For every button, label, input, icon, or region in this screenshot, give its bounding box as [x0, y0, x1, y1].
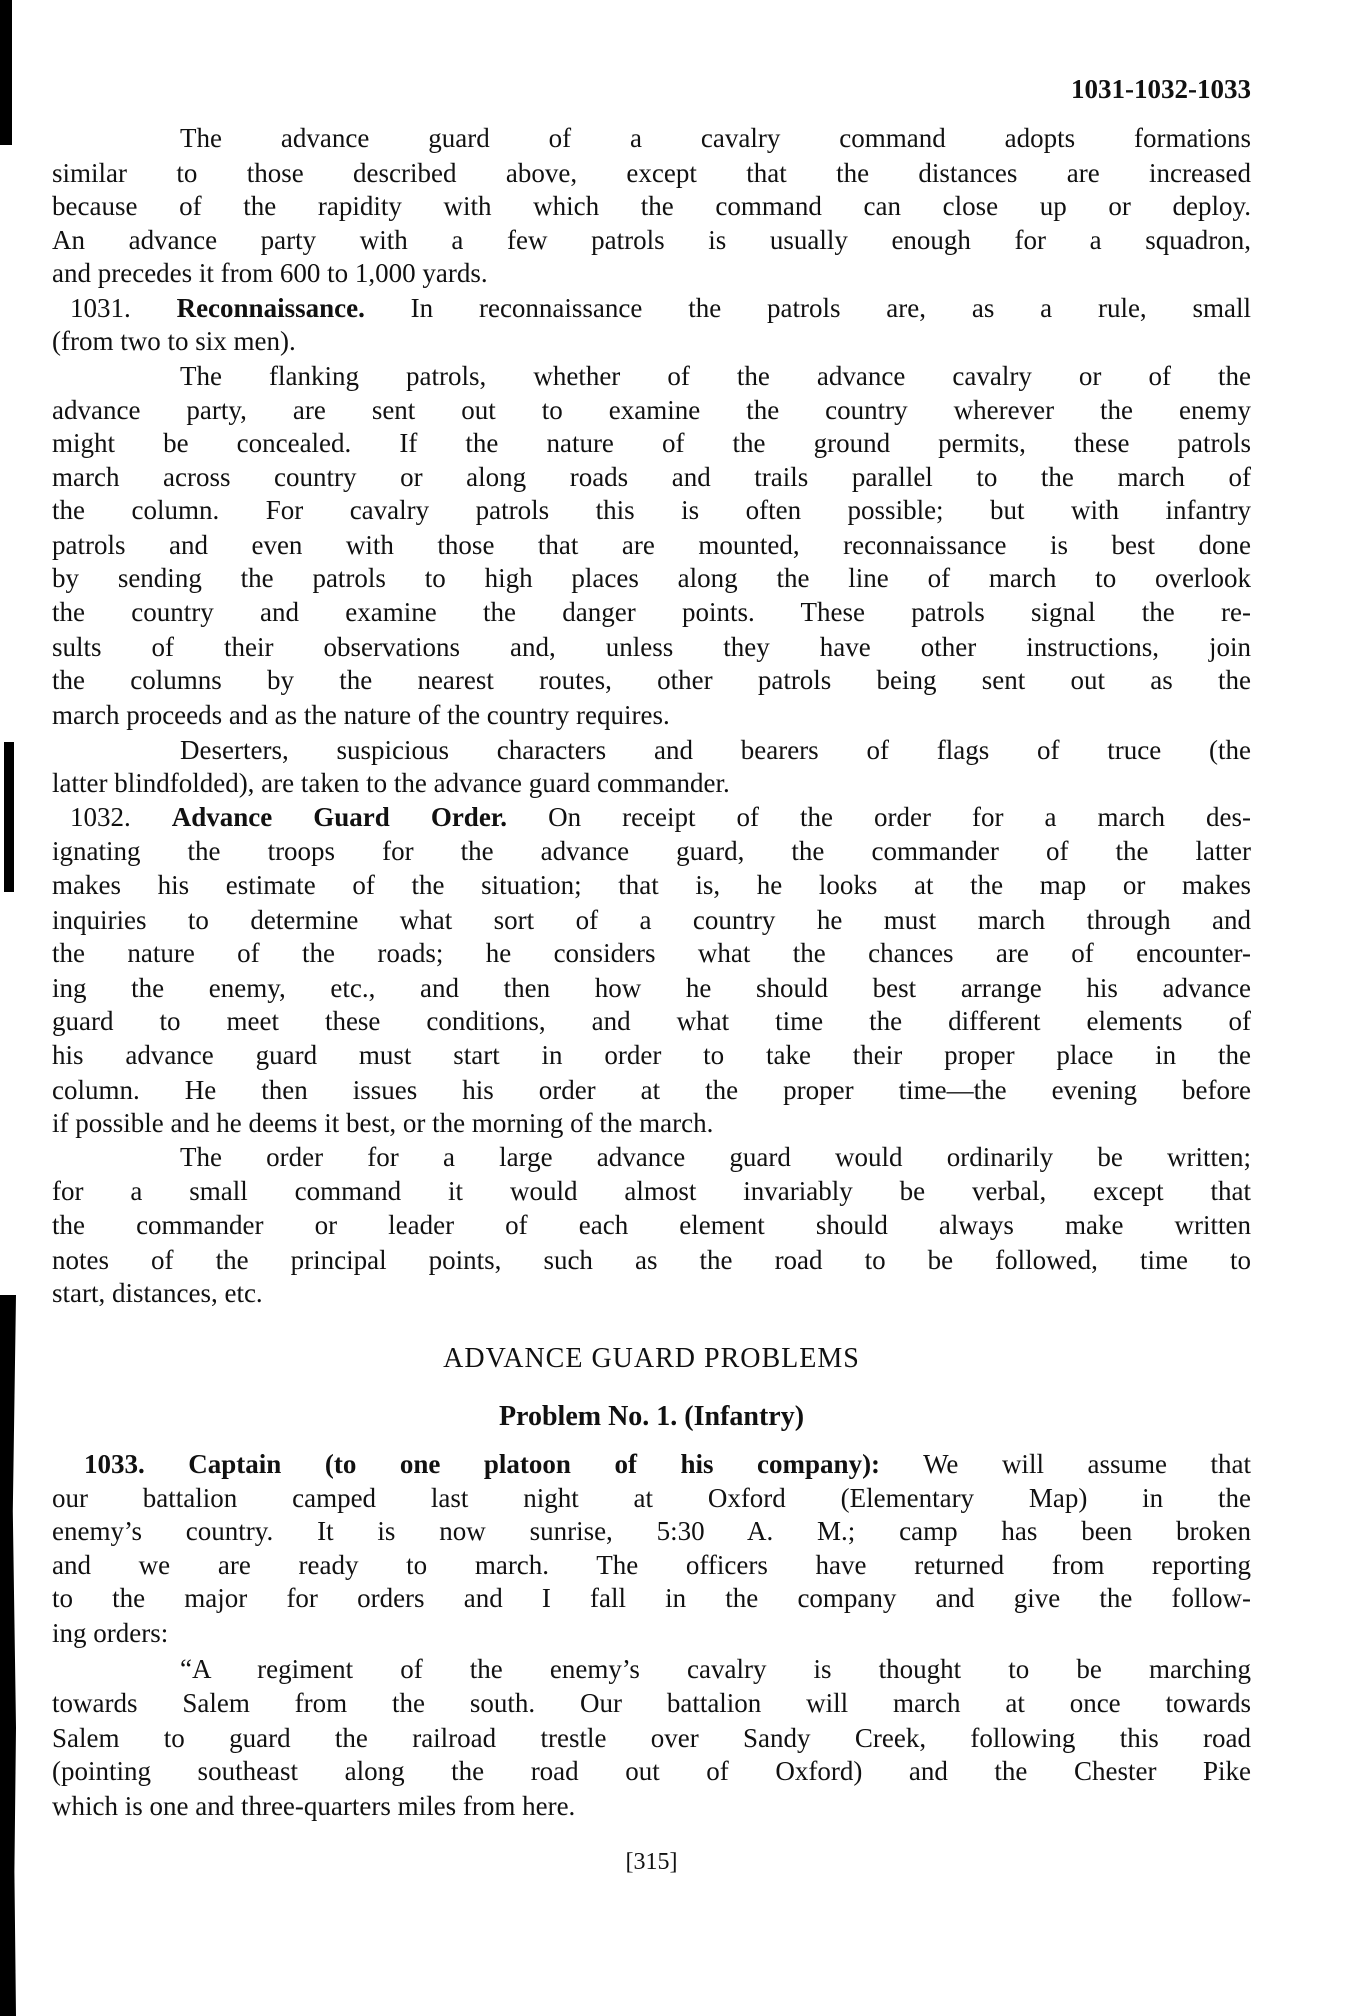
text-segment: An advance party with a few patrols is usually enough for a squadron,: [52, 225, 1251, 255]
text-line: [52, 1686, 1251, 1720]
scan-edge-bottom-left: [0, 1295, 16, 2016]
text-segment: if possible and he deems it best, or the morning of the march.: [52, 1108, 714, 1138]
text-line: [52, 1721, 1251, 1755]
text-segment: “A regiment of the enemy’s cavalry is thought to be marching: [180, 1654, 1251, 1684]
text-segment: the column. For cavalry patrols this is often possible; but with infantry: [52, 495, 1251, 525]
text-segment: the country and examine the danger points. These patrols signal the re-: [52, 597, 1251, 627]
text-segment: column. He then issues his order at the proper time—the evening before: [52, 1075, 1251, 1105]
text-segment: notes of the principal points, such as the road to be followed, time to: [52, 1245, 1251, 1275]
text-line: [52, 1073, 1251, 1107]
text-line: [52, 766, 1251, 800]
text-segment: advance party, are sent out to examine the country wherever the enemy: [52, 395, 1251, 425]
text-line: [52, 324, 1251, 358]
text-segment: towards Salem from the south. Our battalion will march at once towards: [52, 1688, 1251, 1718]
text-line: [52, 189, 1251, 223]
text-segment: because of the rapidity with which the command can close up or deploy.: [52, 191, 1251, 221]
text-segment: sults of their observations and, unless they have other instructions, join: [52, 632, 1251, 662]
text-segment: (from two to six men).: [52, 326, 296, 356]
text-line: [52, 1616, 1251, 1650]
text-line: [52, 1174, 1251, 1208]
text-segment: ing the enemy, etc., and then how he should best arrange his advance: [52, 973, 1251, 1003]
text-line: [52, 595, 1251, 629]
bold-text: 1033. Captain (to one platoon of his company):: [84, 1449, 881, 1479]
section-title: ADVANCE GUARD PROBLEMS: [443, 1343, 860, 1374]
text-segment: might be concealed. If the nature of the ground permits, these patrols: [52, 428, 1251, 458]
text-line: [52, 291, 1251, 325]
text-line: [52, 493, 1251, 527]
text-segment: ignating the troops for the advance guard, the commander of the latter: [52, 836, 1251, 866]
text-line: [52, 936, 1251, 970]
text-line: [52, 561, 1251, 595]
text-line: [52, 1447, 1251, 1481]
text-segment: the nature of the roads; he considers what the chances are of encounter-: [52, 938, 1251, 968]
text-line: [52, 426, 1251, 460]
text-segment: patrols and even with those that are mounted, reconnaissance is best done: [52, 530, 1251, 560]
text-segment: to the major for orders and I fall in the company and give the follow-: [52, 1583, 1251, 1613]
text-segment: the columns by the nearest routes, other patrols being sent out as the: [52, 665, 1251, 695]
text-segment: We will assume that: [880, 1449, 1251, 1479]
text-segment: march proceeds and as the nature of the country requires.: [52, 700, 670, 730]
scan-edge-top-left: [0, 0, 12, 145]
text-segment: makes his estimate of the situation; that is, he looks at the map or makes: [52, 870, 1251, 900]
bold-text: Reconnaissance.: [176, 293, 365, 323]
text-line: [52, 1208, 1251, 1242]
text-segment: for a small command it would almost invariably be verbal, except that: [52, 1176, 1251, 1206]
text-segment: start, distances, etc.: [52, 1278, 263, 1308]
text-line: [52, 1106, 1251, 1140]
text-line: [52, 1514, 1251, 1548]
text-line: [52, 1243, 1251, 1277]
text-line: [52, 1548, 1251, 1582]
text-segment: (pointing southeast along the road out of Oxford) and the Chester Pike: [52, 1756, 1251, 1786]
text-segment: On receipt of the order for a march des-: [507, 802, 1251, 832]
text-segment: by sending the patrols to high places along the line of march to overlook: [52, 563, 1251, 593]
text-line: [52, 1004, 1251, 1038]
scan-edge-middle-left: [4, 742, 14, 892]
text-line: [52, 256, 1251, 290]
section-number-header: 1031-1032-1033: [1071, 74, 1251, 104]
text-line: [52, 868, 1251, 902]
text-line: [52, 663, 1251, 697]
bold-text: Advance Guard Order.: [171, 802, 508, 832]
text-segment: his advance guard must start in order to take their proper place in the: [52, 1040, 1251, 1070]
text-line: [52, 1754, 1251, 1788]
text-line: [52, 971, 1251, 1005]
text-line: [52, 1140, 1251, 1174]
text-line: [52, 156, 1251, 190]
text-segment: march across country or along roads and trails parallel to the march of: [52, 462, 1251, 492]
text-segment: Deserters, suspicious characters and bearers of flags of truce (the: [180, 735, 1251, 765]
text-segment: our battalion camped last night at Oxford (Elementary Map) in the: [52, 1483, 1251, 1513]
text-segment: similar to those described above, except that the distances are increased: [52, 158, 1251, 188]
text-segment: and precedes it from 600 to 1,000 yards.: [52, 258, 488, 288]
text-segment: 1031.: [70, 293, 177, 323]
text-segment: inquiries to determine what sort of a country he must march through and: [52, 905, 1251, 935]
text-line: [52, 630, 1251, 664]
text-line: [52, 1038, 1251, 1072]
text-line: [52, 1789, 1251, 1823]
text-line: [52, 733, 1251, 767]
text-segment: Salem to guard the railroad trestle over Sandy Creek, following this road: [52, 1723, 1251, 1753]
text-line: [52, 1652, 1251, 1686]
text-line: [52, 1481, 1251, 1515]
text-segment: the commander or leader of each element should always make written: [52, 1210, 1251, 1240]
text-line: [52, 460, 1251, 494]
text-segment: In reconnaissance the patrols are, as a rule, small: [364, 293, 1252, 323]
text-line: [52, 800, 1251, 834]
text-segment: The order for a large advance guard would ordinarily be written;: [180, 1142, 1251, 1172]
text-segment: 1032.: [70, 802, 172, 832]
text-line: [52, 834, 1251, 868]
text-segment: latter blindfolded), are taken to the advance guard commander.: [52, 768, 730, 798]
text-segment: The advance guard of a cavalry command adopts formations: [180, 123, 1251, 153]
text-line: [52, 698, 1251, 732]
text-line: [52, 223, 1251, 257]
text-segment: and we are ready to march. The officers have returned from reporting: [52, 1550, 1251, 1580]
text-segment: ing orders:: [52, 1618, 169, 1648]
text-line: [52, 1276, 1251, 1310]
text-line: [52, 1581, 1251, 1615]
text-line: [52, 121, 1251, 155]
text-line: [52, 528, 1251, 562]
text-line: [52, 359, 1251, 393]
text-segment: The flanking patrols, whether of the advance cavalry or of the: [180, 361, 1251, 391]
text-line: [52, 903, 1251, 937]
problem-title: Problem No. 1. (Infantry): [498, 1401, 805, 1432]
text-segment: which is one and three-quarters miles from here.: [52, 1791, 576, 1821]
text-segment: enemy’s country. It is now sunrise, 5:30 A. M.; camp has been broken: [52, 1516, 1251, 1546]
page-number: [315]: [625, 1849, 678, 1875]
text-line: [52, 393, 1251, 427]
text-segment: guard to meet these conditions, and what time the different elements of: [52, 1006, 1251, 1036]
